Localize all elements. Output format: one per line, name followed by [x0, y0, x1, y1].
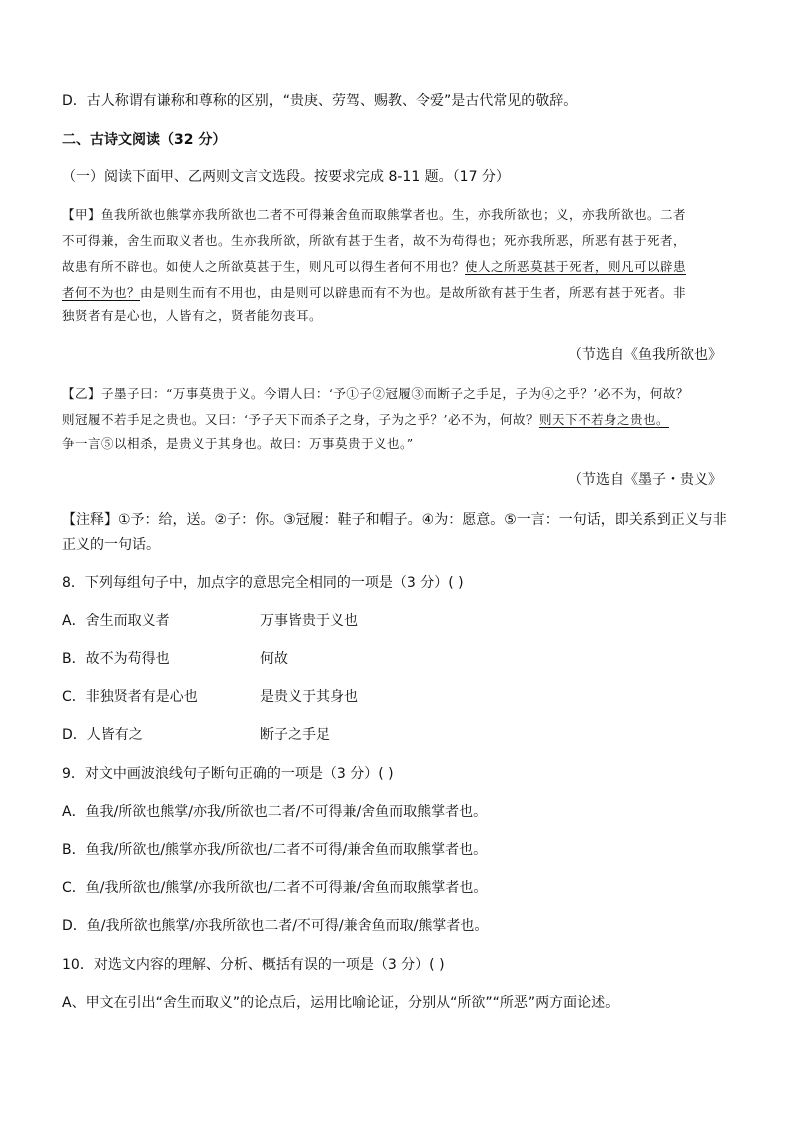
- q9-option-d: D．鱼/我所欲也熊掌/亦我所欲也二者/不可得/兼舍鱼而取/熊掌者也。: [62, 918, 489, 934]
- q8-option-c: C．非独贤者有是心也: [62, 689, 198, 705]
- passage-yi-line-2-text: 则冠履不若手足之贵也。又曰：‘予子天下而杀子之身，子为之乎？’必不为，何故？: [62, 412, 539, 427]
- passage-jia-line-4-text: 由是则生而有不用也，由是则可以辟患而有不为也。是故所欲有甚于生者，所恶有甚于死者。非: [140, 285, 687, 300]
- q10-option-a: A、甲文在引出“舍生而取义”的论点后，运用比喻论证，分别从“所欲”“所恶”两方面论述。: [62, 995, 620, 1011]
- q8-option-a: A．舍生而取义者: [62, 613, 170, 629]
- passage-yi-line-2: [62, 410, 669, 430]
- question-9-stem: 9．对文中画波浪线句子断句正确的一项是（3 分）( ): [62, 766, 394, 782]
- q8-option-c-pair: 是贵义于其身也: [260, 689, 358, 705]
- passage-jia-source: （节选自《鱼我所欲也》: [568, 347, 722, 363]
- q8-option-b: B．故不为苟得也: [62, 651, 170, 667]
- passage-jia-line-3: [62, 257, 686, 277]
- question-8-stem: 8．下列每组句子中，加点字的意思完全相同的一项是（3 分）( ): [62, 575, 464, 591]
- q9-option-b: B．鱼我/所欲也/熊掌亦我/所欲也/二者不可得/兼舍鱼而取熊掌者也。: [62, 842, 488, 858]
- q8-option-b-pair: 何故: [260, 651, 288, 667]
- q9-option-a: A．鱼我/所欲也熊掌/亦我/所欲也二者/不可得兼/舍鱼而取熊掌者也。: [62, 804, 488, 820]
- passage-yi-line-3: 争一言⑤以相杀，是贵义于其身也。故曰：万事莫贵于义也。”: [62, 436, 414, 451]
- passage-yi-source: （节选自《墨子・贵义》: [568, 472, 722, 488]
- underlined-sentence-end: 者何不为也？: [62, 285, 141, 300]
- passage-jia-line-5: 独贤者有是心也，人皆有之，贤者能勿丧耳。: [62, 308, 323, 323]
- q9-option-c: C．鱼/我所欲也/熊掌/亦我所欲也/二者不可得兼/舍鱼而取熊掌者也。: [62, 880, 488, 896]
- passage-yi-line-1: 【乙】子墨子曰：“万事莫贵于义。今谓人曰：‘予①子②冠履③而断子之手足，子为④之乎？’必不为，何故？: [62, 386, 689, 401]
- q8-option-a-pair: 万事皆贵于义也: [260, 613, 358, 629]
- passage-jia-line-3-text: 故患有所不辟也。如使人之所欲莫甚于生，则凡可以得生者何不用也？: [62, 259, 466, 274]
- underlined-sentence-yi: 则天下不若身之贵也。: [538, 412, 669, 427]
- notes-line-2: 正义的一句话。: [62, 537, 160, 553]
- question-10-stem: 10．对选文内容的理解、分析、概括有误的一项是（3 分）( ): [62, 957, 445, 973]
- q7-option-d: D．古人称谓有谦称和尊称的区别，“贵庚、劳驾、赐教、令爱”是古代常见的敬辞。: [62, 93, 578, 109]
- passage-jia-line-2: 不可得兼，舍生而取义者也。生亦我所欲，所欲有甚于生者，故不为苟得也；死亦我所恶，所恶有甚于死者，: [62, 233, 687, 248]
- passage-jia-line-4: [62, 283, 686, 303]
- section-heading: 二、古诗文阅读（32 分）: [62, 132, 227, 148]
- q8-option-d-pair: 断子之手足: [260, 727, 330, 743]
- notes-line-1: 【注释】①予：给，送。②子：你。③冠履：鞋子和帽子。④为：愿意。⑤一言：一句话，即关系到正义与非: [62, 512, 727, 528]
- passage-jia-line-1: 【甲】鱼我所欲也熊掌亦我所欲也二者不可得兼舍鱼而取熊掌者也。生，亦我所欲也；义，亦我所欲也。二者: [62, 207, 687, 222]
- underlined-sentence: 使人之所恶莫甚于死者，则凡可以辟患: [465, 259, 687, 274]
- q8-option-d: D．人皆有之: [62, 727, 143, 743]
- section-instruction: （一）阅读下面甲、乙两则文言文选段。按要求完成 8-11 题。（17 分）: [62, 169, 510, 185]
